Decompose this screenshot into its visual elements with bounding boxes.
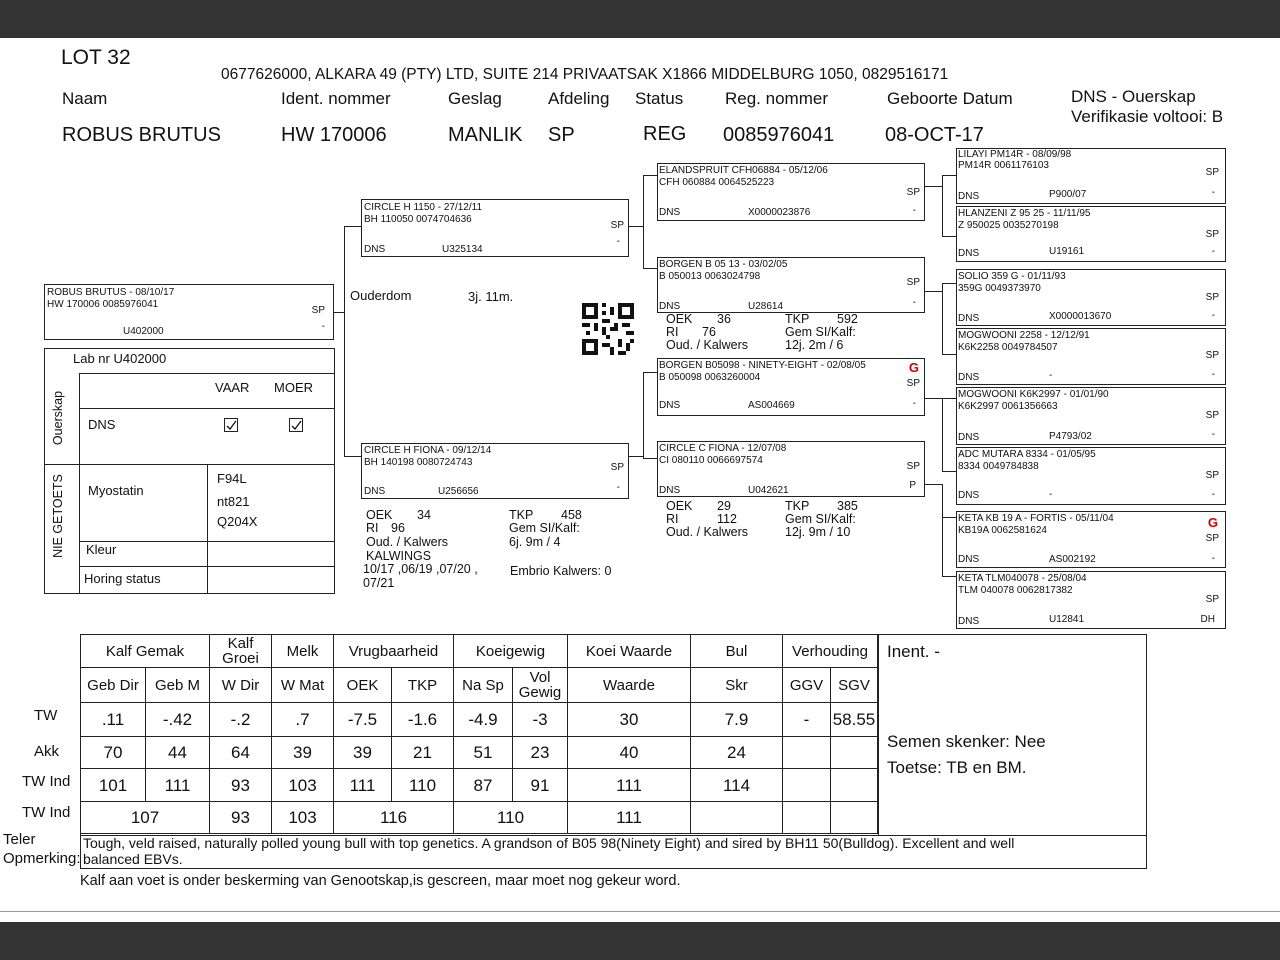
vaar-label: VAAR	[215, 380, 250, 395]
gt-logo-icon: G	[1207, 515, 1218, 530]
ggp6-sp: SP	[1205, 470, 1219, 481]
ebv-group-header: Verhouding	[783, 634, 878, 668]
connector	[942, 283, 956, 284]
footer-rule	[0, 911, 1280, 912]
moer-checkbox	[289, 418, 303, 432]
ebv-cell-twind: 101	[80, 769, 146, 802]
gp3-line2: B 050098 0063260004	[659, 372, 761, 383]
ggp8-line1: KETA TLM040078 - 25/08/04	[958, 573, 1087, 584]
row-label-akk: Akk	[34, 743, 60, 760]
row-label-twind: TW Ind	[22, 773, 71, 790]
horing-label: Horing status	[84, 571, 161, 586]
ggp5-lab: P4793/02	[1049, 431, 1092, 442]
ebv-cell-twind-merged: 107	[80, 802, 210, 834]
gp3-dash: -	[912, 398, 916, 409]
dns-label: DNS	[88, 417, 116, 432]
ggp7-line1: KETA KB 19 A - FORTIS - 05/11/04	[958, 513, 1114, 524]
connector	[942, 283, 943, 354]
sire-dns: DNS	[364, 244, 386, 255]
ebv-cell-twind-merged: 93	[210, 802, 272, 834]
ggp1-lab: P900/07	[1049, 189, 1087, 200]
dam-dns: DNS	[364, 486, 386, 497]
ouerskap-label: Ouerskap	[51, 390, 65, 446]
gp3-sp: SP	[906, 378, 920, 389]
ouderdom-label: Ouderdom	[350, 288, 412, 303]
ebv-cell-tw: .7	[272, 703, 334, 737]
gp4-dns: DNS	[659, 485, 681, 496]
animal-box	[44, 284, 334, 340]
gp4-line2: CI 080110 0066697574	[659, 455, 763, 466]
ebv-cell-twind-merged	[691, 802, 783, 834]
ebv-cell-akk: 39	[272, 737, 334, 769]
dam-oud-label: Oud. / Kalwers	[366, 535, 448, 549]
animal-sp: SP	[311, 305, 325, 316]
dam-tkp-value: 458	[561, 508, 582, 522]
ggp3-line1: SOLIO 359 G - 01/11/93	[958, 271, 1066, 282]
ebv-cell-twind-merged	[783, 802, 831, 834]
dam-oek-value: 34	[417, 508, 431, 522]
teler-remark-2: balanced EBVs.	[83, 851, 183, 867]
connector	[344, 456, 361, 457]
dam-lab: U256656	[438, 486, 479, 497]
ggp6-lab: -	[1049, 489, 1053, 500]
ebv-cell-twind: 111	[568, 769, 691, 802]
gd2-tkp-label: TKP	[785, 499, 810, 513]
ggp3-lab: X0000013670	[1049, 311, 1112, 322]
connector	[643, 175, 657, 176]
ggp5-line1: MOGWOONI K6K2997 - 01/01/90	[958, 389, 1109, 400]
gd1-oek-label: OEK	[666, 312, 693, 326]
sire-line2: BH 110050 0074704636	[364, 214, 472, 225]
ebv-cell-twind	[831, 769, 878, 802]
connector	[643, 372, 657, 373]
dam-dash: -	[616, 482, 620, 493]
connector	[643, 372, 644, 458]
ebv-group-header: Koei Waarde	[568, 634, 691, 668]
dns-ouerskap: DNS - Ouerskap	[1071, 87, 1196, 106]
animal-line1: ROBUS BRUTUS - 08/10/17	[47, 287, 175, 298]
ebv-sub-header: Geb M	[146, 668, 210, 703]
ggp1-line1: LILAYI PM14R - 08/09/98	[958, 149, 1072, 160]
connector	[942, 175, 943, 237]
ebv-cell-tw: -7.5	[334, 703, 392, 737]
ebv-sub-header: Vol Gewig	[513, 668, 568, 703]
sire-line1: CIRCLE H 1150 - 27/12/11	[364, 202, 483, 213]
ebv-cell-twind: 111	[334, 769, 392, 802]
ggp3-dash: -	[1211, 310, 1215, 321]
gd1-ri-label: RI	[666, 325, 679, 339]
connector	[629, 456, 643, 457]
dam-box	[361, 443, 629, 499]
connector	[344, 226, 361, 227]
animal-dash: -	[321, 321, 325, 332]
gp2-lab: U28614	[748, 301, 784, 312]
embrio-kalwers: Embrio Kalwers: 0	[510, 564, 612, 578]
gp4-lab: U042621	[748, 485, 789, 496]
gd2-gem-label: Gem SI/Kalf:	[785, 512, 856, 526]
ebv-group-header: Koeigewig	[454, 634, 568, 668]
ggp2-dash: -	[1211, 246, 1215, 257]
ebv-cell-twind: 87	[454, 769, 513, 802]
ebv-cell-akk: 51	[454, 737, 513, 769]
ebv-cell-akk: 24	[691, 737, 783, 769]
connector	[643, 268, 657, 269]
ebv-cell-akk: 64	[210, 737, 272, 769]
gd2-gem-value: 12j. 9m / 10	[785, 525, 851, 539]
label-geslag: Geslag	[448, 89, 502, 108]
ggp6-dns: DNS	[958, 490, 980, 501]
ebv-cell-tw: -	[783, 703, 831, 737]
ebv-cell-twind: 93	[210, 769, 272, 802]
ggp5-dns: DNS	[958, 432, 980, 443]
ggp6-dash: -	[1211, 489, 1215, 500]
divider	[79, 541, 335, 542]
connector	[942, 484, 943, 576]
dam-oek-label: OEK	[366, 508, 393, 522]
gp2-line2: B 050013 0063024798	[659, 271, 761, 282]
connector	[629, 226, 643, 227]
connector	[942, 471, 956, 472]
connector	[334, 312, 344, 313]
dam-kalwings-value2: 07/21	[363, 576, 395, 590]
label-status: Status	[635, 89, 684, 108]
ebv-sub-header: TKP	[392, 668, 454, 703]
great-grandparent-1	[956, 148, 1226, 204]
sire-sp: SP	[610, 220, 624, 231]
gd2-oek-label: OEK	[666, 499, 693, 513]
gp3-lab: AS004669	[748, 400, 795, 411]
ggp8-lab: U12841	[1049, 614, 1085, 625]
dam-kalwings-label: KALWINGS	[366, 549, 432, 563]
dam-gem-value: 6j. 9m / 4	[509, 535, 561, 549]
connector	[942, 175, 956, 176]
ebv-cell-twind: 114	[691, 769, 783, 802]
ebv-cell-akk: 70	[80, 737, 146, 769]
ebv-cell-twind: 103	[272, 769, 334, 802]
ebv-group-header: Melk	[272, 634, 334, 668]
breeder-address: 0677626000, ALKARA 49 (PTY) LTD, SUITE 214 PRIVAATSAK X1866 MIDDELBURG 1050, 0829516171	[221, 66, 949, 83]
ggp7-dns: DNS	[958, 554, 980, 565]
gd1-tkp-label: TKP	[785, 312, 810, 326]
qr-code	[582, 303, 634, 355]
ebv-cell-twind-merged	[831, 802, 878, 834]
ggp8-dns: DNS	[958, 616, 980, 627]
gd2-oud-label: Oud. / Kalwers	[666, 525, 748, 539]
ebv-cell-akk	[783, 737, 831, 769]
ggp6-line1: ADC MUTARA 8334 - 01/05/95	[958, 449, 1096, 460]
lab-nr: Lab nr U402000	[73, 351, 167, 366]
dam-line1: CIRCLE H FIONA - 09/12/14	[364, 445, 492, 456]
kleur-label: Kleur	[86, 542, 117, 557]
ggp1-line2: PM14R 0061176103	[958, 160, 1049, 171]
ggp2-line1: HLANZENI Z 95 25 - 11/11/95	[958, 208, 1091, 219]
ebv-sub-header: W Mat	[272, 668, 334, 703]
ebv-cell-tw: .11	[80, 703, 146, 737]
ebv-cell-twind: 110	[392, 769, 454, 802]
label-reg: Reg. nommer	[725, 89, 828, 108]
divider	[79, 566, 335, 567]
ebv-cell-twind-merged: 111	[568, 802, 691, 834]
ggp4-dns: DNS	[958, 372, 980, 383]
gp1-dash: -	[912, 205, 916, 216]
ggp5-dash: -	[1211, 429, 1215, 440]
myostatin-value-3: Q204X	[217, 514, 258, 529]
ebv-cell-twind: 111	[146, 769, 210, 802]
ggp8-status: DH	[1200, 614, 1215, 625]
ebv-cell-tw: -3	[513, 703, 568, 737]
gp1-line2: CFH 060884 0064525223	[659, 177, 775, 188]
connector	[925, 186, 942, 187]
connector	[925, 484, 942, 485]
connector	[942, 517, 956, 518]
ebv-cell-tw: -.2	[210, 703, 272, 737]
dam-ri-label: RI	[366, 521, 379, 535]
value-status: REG	[643, 123, 687, 145]
connector	[942, 398, 956, 399]
gp4-line1: CIRCLE C FIONA - 12/07/08	[659, 443, 787, 454]
value-ident: HW 170006	[281, 124, 387, 146]
top-bar	[0, 0, 1280, 38]
connector	[925, 398, 942, 399]
ebv-sub-header: SGV	[831, 668, 878, 703]
ggp1-sp: SP	[1205, 167, 1219, 178]
lab-box	[44, 348, 335, 594]
ggp7-line2: KB19A 0062581624	[958, 525, 1047, 536]
vaar-checkbox	[224, 418, 238, 432]
ggp4-line1: MOGWOONI 2258 - 12/12/91	[958, 330, 1090, 341]
divider	[207, 464, 208, 594]
value-geslag: MANLIK	[448, 124, 523, 146]
gp1-sp: SP	[906, 187, 920, 198]
ebv-cell-akk: 23	[513, 737, 568, 769]
ggp3-sp: SP	[1205, 292, 1219, 303]
dns-verifikasie: Verifikasie voltooi: B	[1071, 107, 1224, 126]
ebv-group-header: Bul	[691, 634, 783, 668]
ggp1-dash: -	[1211, 187, 1215, 198]
ebv-cell-akk: 40	[568, 737, 691, 769]
gp4-sp: SP	[906, 461, 920, 472]
ebv-cell-twind	[783, 769, 831, 802]
value-afdeling: SP	[548, 124, 575, 146]
ebv-sub-header: W Dir	[210, 668, 272, 703]
ouderdom-value: 3j. 11m.	[468, 289, 514, 304]
connector	[942, 398, 943, 472]
connector	[643, 458, 657, 459]
granddam-2-box	[657, 441, 925, 497]
bottom-bar	[0, 922, 1280, 960]
ggp8-sp: SP	[1205, 594, 1219, 605]
ebv-sub-header: Na Sp	[454, 668, 513, 703]
gd1-ri-value: 76	[702, 325, 716, 339]
ebv-cell-tw: -.42	[146, 703, 210, 737]
animal-lab: U402000	[123, 326, 164, 337]
ebv-cell-akk: 39	[334, 737, 392, 769]
gd1-tkp-value: 592	[837, 312, 858, 326]
ggp7-dash: -	[1211, 553, 1215, 564]
ebv-sub-header: Geb Dir	[80, 668, 146, 703]
ebv-cell-akk	[831, 737, 878, 769]
great-grandparent-6	[956, 447, 1226, 505]
great-grandparent-4	[956, 328, 1226, 385]
dam-sp: SP	[610, 462, 624, 473]
gd1-gem-value: 12j. 2m / 6	[785, 338, 844, 352]
gd1-oek-value: 36	[717, 312, 731, 326]
ggp6-line2: 8334 0049784838	[958, 461, 1039, 472]
ebv-sub-header: Waarde	[568, 668, 691, 703]
ggp7-lab: AS002192	[1049, 554, 1096, 565]
divider	[79, 408, 335, 409]
ggp2-sp: SP	[1205, 229, 1219, 240]
connector	[643, 175, 644, 268]
ebv-cell-tw: -4.9	[454, 703, 513, 737]
ggp8-line2: TLM 040078 0062817382	[958, 585, 1073, 596]
gp4-status: P	[909, 480, 916, 491]
ebv-sub-header: GGV	[783, 668, 831, 703]
sire-dash: -	[616, 236, 620, 247]
gd2-ri-value: 112	[717, 512, 737, 526]
ebv-sub-header: Skr	[691, 668, 783, 703]
divider	[79, 373, 80, 594]
gd2-oek-value: 29	[717, 499, 731, 513]
value-birth: 08-OCT-17	[885, 124, 984, 146]
sire-box	[361, 199, 629, 257]
ggp3-dns: DNS	[958, 313, 980, 324]
ebv-cell-akk: 21	[392, 737, 454, 769]
connector	[942, 576, 956, 577]
gd2-ri-label: RI	[666, 512, 679, 526]
ggp2-line2: Z 950025 0035270198	[958, 220, 1059, 231]
semen-label: Semen skenker: Nee	[887, 732, 1046, 751]
lot-number: LOT 32	[61, 46, 131, 69]
inent-label: Inent. -	[887, 642, 940, 661]
label-afdeling: Afdeling	[548, 89, 610, 108]
ggp4-dash: -	[1211, 369, 1215, 380]
divider	[79, 373, 335, 374]
toetse-label: Toetse: TB en BM.	[887, 758, 1027, 777]
label-naam: Naam	[62, 89, 108, 108]
connector	[942, 236, 956, 237]
ebv-sub-header: OEK	[334, 668, 392, 703]
gp2-dns: DNS	[659, 301, 681, 312]
ggp2-dns: DNS	[958, 248, 980, 259]
myostatin-value-1: F94L	[217, 471, 247, 486]
ebv-cell-tw: 30	[568, 703, 691, 737]
row-label-twind-2: TW Ind	[22, 804, 71, 821]
great-grandparent-8	[956, 571, 1226, 629]
connector	[925, 291, 942, 292]
ggp4-lab: -	[1049, 370, 1053, 381]
gd1-oud-label: Oud. / Kalwers	[666, 338, 748, 352]
great-grandparent-5	[956, 387, 1226, 445]
footer-note: Kalf aan voet is onder beskerming van Genootskap,is gescreen, maar moet nog gekeur word.	[80, 873, 681, 889]
ebv-cell-twind-merged: 110	[454, 802, 568, 834]
moer-label: MOER	[274, 380, 313, 395]
dam-line2: BH 140198 0080724743	[364, 457, 473, 468]
granddam-1-box	[657, 257, 925, 313]
ggp1-dns: DNS	[958, 191, 980, 202]
animal-line2: HW 170006 0085976041	[47, 299, 159, 310]
myostatin-value-2: nt821	[217, 494, 250, 509]
value-reg: 0085976041	[723, 124, 835, 146]
ebv-cell-twind-merged: 116	[334, 802, 454, 834]
gp1-dns: DNS	[659, 207, 681, 218]
gd2-tkp-value: 385	[837, 499, 858, 513]
ggp3-line2: 359G 0049373970	[958, 283, 1041, 294]
ebv-cell-tw: 58.55	[831, 703, 878, 737]
ggp4-sp: SP	[1205, 350, 1219, 361]
label-ident: Ident. nommer	[281, 89, 391, 108]
ebv-group-header: Kalf Gemak	[80, 634, 210, 668]
ggp5-sp: SP	[1205, 410, 1219, 421]
gp1-lab: X0000023876	[748, 207, 811, 218]
ebv-group-header: Vrugbaarheid	[334, 634, 454, 668]
gp2-sp: SP	[906, 277, 920, 288]
dam-ri-value: 96	[391, 521, 405, 535]
connector	[344, 226, 345, 456]
ggp4-line2: K6K2258 0049784507	[958, 342, 1058, 353]
gd1-gem-label: Gem SI/Kalf:	[785, 325, 856, 339]
dam-gem-label: Gem SI/Kalf:	[509, 521, 580, 535]
label-birth: Geboorte Datum	[887, 89, 1013, 108]
ebv-cell-twind: 91	[513, 769, 568, 802]
myostatin-label: Myostatin	[88, 483, 144, 498]
teler-label: Teler	[3, 831, 36, 848]
gp3-dns: DNS	[659, 400, 681, 411]
ebv-cell-tw: 7.9	[691, 703, 783, 737]
ggp2-lab: U19161	[1049, 246, 1085, 257]
ebv-group-header: Kalf Groei	[210, 634, 272, 668]
dam-kalwings-value1: 10/17 ,06/19 ,07/20 ,	[363, 562, 478, 576]
gp1-line1: ELANDSPRUIT CFH06884 - 05/12/06	[659, 165, 828, 176]
dam-tkp-label: TKP	[509, 508, 534, 522]
great-grandparent-7	[956, 511, 1226, 568]
value-naam: ROBUS BRUTUS	[62, 124, 221, 146]
ggp5-line2: K6K2997 0061356663	[958, 401, 1058, 412]
ggp7-sp: SP	[1205, 533, 1219, 544]
grandsire-1-box	[657, 163, 925, 221]
grandsire-2-box	[657, 358, 925, 416]
gp2-dash: -	[912, 297, 916, 308]
gp3-line1: BORGEN B05098 - NINETY-EIGHT - 02/08/05	[659, 360, 866, 371]
sire-lab: U325134	[442, 244, 483, 255]
connector	[942, 354, 956, 355]
great-grandparent-2	[956, 206, 1226, 262]
ebv-cell-twind-merged: 103	[272, 802, 334, 834]
gt-logo-icon: G	[908, 360, 919, 375]
nie-getoets-label: NIE GETOETS	[51, 474, 65, 558]
teler-remark-1: Tough, veld raised, naturally polled young bull with top genetics. A grandson of B05 98(Ninety Eight) and sired by BH11 50(Bulldog). Excellent and well	[83, 835, 1015, 851]
row-label-tw: TW	[34, 707, 58, 724]
great-grandparent-3	[956, 269, 1226, 326]
ebv-cell-tw: -1.6	[392, 703, 454, 737]
ebv-cell-akk: 44	[146, 737, 210, 769]
divider	[45, 464, 335, 465]
side-divider	[878, 635, 879, 835]
gp2-line1: BORGEN B 05 13 - 03/02/05	[659, 259, 788, 270]
opmerking-label: Opmerking:	[3, 850, 81, 867]
